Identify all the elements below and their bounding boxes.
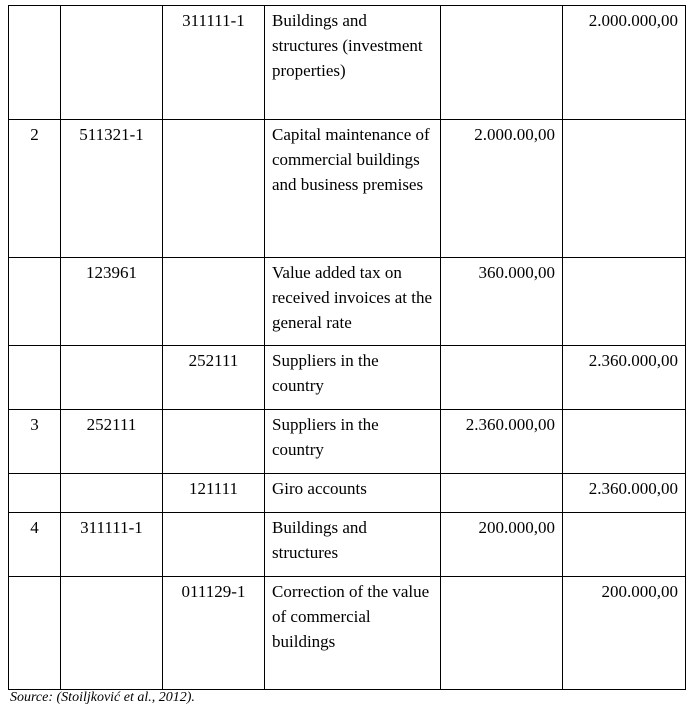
debit-account-cell: [61, 346, 163, 410]
credit-amount-cell: 2.360.000,00: [563, 474, 686, 513]
entry-number-cell: [9, 474, 61, 513]
description-cell: Giro accounts: [265, 474, 441, 513]
table-row: [9, 120, 686, 258]
table-row: [9, 258, 686, 346]
credit-account-cell: 121111: [163, 474, 265, 513]
credit-amount-cell: [563, 258, 686, 346]
entry-number-cell: 2: [9, 120, 61, 258]
credit-account-cell: [163, 513, 265, 577]
debit-amount-cell: 2.000.00,00: [441, 120, 563, 258]
description-cell: Suppliers in the country: [265, 410, 441, 474]
table-row: [9, 513, 686, 577]
debit-amount-cell: [441, 6, 563, 120]
entry-number-cell: 3: [9, 410, 61, 474]
debit-account-cell: 511321-1: [61, 120, 163, 258]
debit-amount-cell: [441, 346, 563, 410]
credit-account-cell: [163, 120, 265, 258]
credit-amount-cell: 200.000,00: [563, 577, 686, 690]
description-cell: Suppliers in the country: [265, 346, 441, 410]
debit-amount-cell: [441, 577, 563, 690]
credit-account-cell: 311111-1: [163, 6, 265, 120]
table-row: [9, 410, 686, 474]
entry-number-cell: [9, 258, 61, 346]
credit-account-cell: 252111: [163, 346, 265, 410]
debit-amount-cell: 2.360.000,00: [441, 410, 563, 474]
credit-account-cell: [163, 410, 265, 474]
credit-amount-cell: 2.000.000,00: [563, 6, 686, 120]
debit-amount-cell: 200.000,00: [441, 513, 563, 577]
credit-account-cell: 011129-1: [163, 577, 265, 690]
debit-account-cell: 252111: [61, 410, 163, 474]
credit-account-cell: [163, 258, 265, 346]
table-row: [9, 346, 686, 410]
description-cell: Correction of the value of commercial buildings: [265, 577, 441, 690]
journal-table: [8, 5, 686, 690]
debit-account-cell: [61, 577, 163, 690]
credit-amount-cell: [563, 513, 686, 577]
description-cell: Buildings and structures (investment properties): [265, 6, 441, 120]
debit-amount-cell: [441, 474, 563, 513]
description-cell: Value added tax on received invoices at the general rate: [265, 258, 441, 346]
source-caption: Source: (Stoiljković et al., 2012).: [10, 690, 195, 705]
entry-number-cell: [9, 346, 61, 410]
debit-account-cell: 123961: [61, 258, 163, 346]
debit-account-cell: 311111-1: [61, 513, 163, 577]
debit-account-cell: [61, 6, 163, 120]
credit-amount-cell: 2.360.000,00: [563, 346, 686, 410]
debit-account-cell: [61, 474, 163, 513]
credit-amount-cell: [563, 410, 686, 474]
entry-number-cell: [9, 6, 61, 120]
description-cell: Capital maintenance of commercial buildings and business premises: [265, 120, 441, 258]
table-row: [9, 474, 686, 513]
table-row: [9, 6, 686, 120]
credit-amount-cell: [563, 120, 686, 258]
entry-number-cell: 4: [9, 513, 61, 577]
debit-amount-cell: 360.000,00: [441, 258, 563, 346]
entry-number-cell: [9, 577, 61, 690]
description-cell: Buildings and structures: [265, 513, 441, 577]
table-row: [9, 577, 686, 690]
